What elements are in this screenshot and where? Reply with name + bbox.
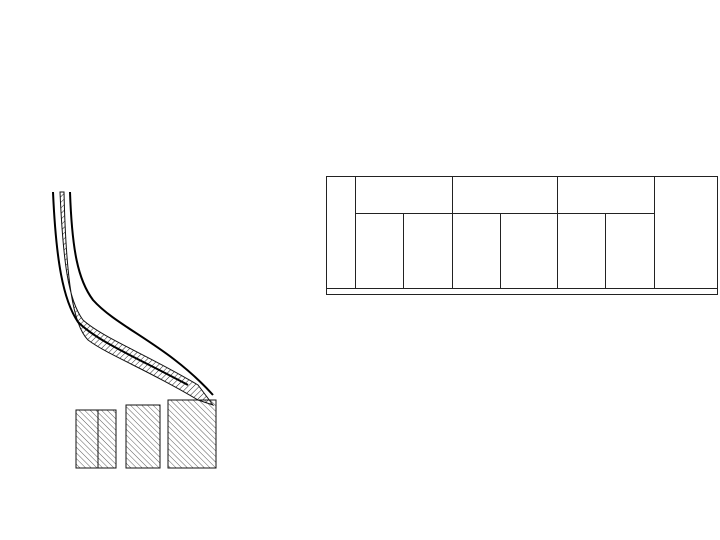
th-type: [327, 177, 356, 289]
th-em: [557, 177, 654, 214]
th-i2: [404, 214, 452, 289]
release-table: [326, 176, 718, 289]
th-t2: [500, 214, 557, 289]
th-thermal: [356, 177, 453, 214]
caption: [110, 182, 282, 292]
zone-c: [126, 405, 160, 468]
th-resp-time: [654, 177, 717, 289]
th-time: [452, 177, 557, 214]
release-table-block: [326, 176, 718, 295]
th-t1: [452, 214, 500, 289]
th-e2: [606, 214, 654, 289]
zone-d: [168, 400, 216, 468]
table-notes: [326, 289, 718, 295]
th-e1: [557, 214, 605, 289]
time-current-chart: [8, 170, 313, 505]
zone-a: [76, 410, 98, 468]
zone-b: [98, 410, 116, 468]
th-i1: [356, 214, 404, 289]
chart-svg: [8, 170, 313, 505]
